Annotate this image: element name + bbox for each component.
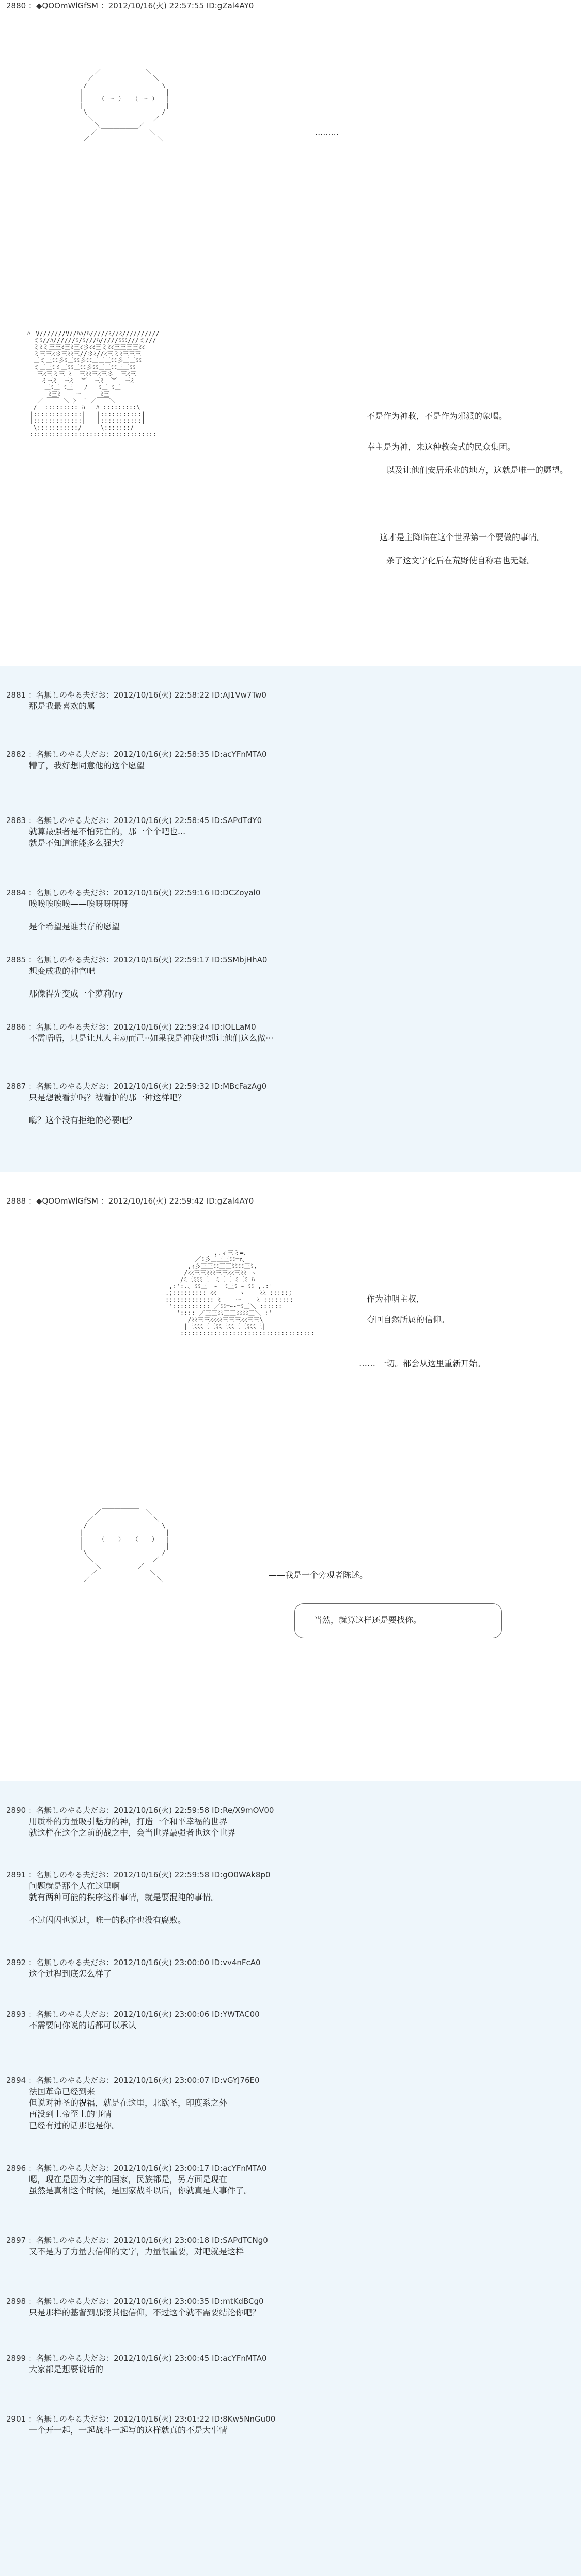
narration-line-1: 作为神明主权， [367, 1294, 425, 1304]
reply-post-2882 [6, 749, 581, 815]
narration-line-4: 这才是主降临在这个世界第一个要做的事情。 [380, 532, 545, 542]
ascii-art-head: ＿＿＿＿＿＿ ／ ＼ ／ ＼ / \ | | | （ ー ） （ ー ） | | | \ / ＼ ／ ＼＿＿＿＿＿＿／ ／ ＼ ／ ＼ [80, 61, 169, 143]
post-body: 不需唔唔，只是让凡人主动而己··如果我是神我也想让他们这么做··· [29, 1033, 274, 1043]
reply-post-2891 [6, 1869, 581, 1957]
speech-line-1: ——我是一个旁观者陈述。 [269, 1570, 368, 1580]
post-body: 只是那样的基督到那接其他信仰，不过这个就不需要结论你吧？ [29, 2308, 261, 2317]
post-header: 2882 ：名無しのやる夫だお：2012/10/16(火) 22:58:35 ID:acYFnMTA0 [6, 750, 267, 759]
main-post-2880 [0, 0, 581, 666]
reply-post-2885 [6, 954, 581, 1021]
post-header: 2890 ：名無しのやる夫だお：2012/10/16(火) 22:59:58 ID:Re/X9mOV00 [6, 1806, 274, 1815]
post-header: 2893 ：名無しのやる夫だお：2012/10/16(火) 23:00:06 ID:YWTAC00 [6, 2010, 260, 2019]
post-header: 2901 ：名無しのやる夫だお：2012/10/16(火) 23:01:22 ID:8Kw5NnGu00 [6, 2414, 276, 2424]
narration-line-1: 不是作为神救，不是作为邪派的象喝。 [367, 411, 508, 421]
narration-line-3: …… 一切。都会从这里重新开始。 [359, 1358, 486, 1368]
main-post-2888 [0, 1172, 581, 1781]
reply-post-2883 [6, 815, 581, 887]
ellipsis-text: ········· [315, 130, 339, 139]
reply-post-2881 [6, 689, 581, 749]
post-header: 2884 ：名無しのやる夫だお：2012/10/16(火) 22:59:16 ID:DCZoyal0 [6, 888, 261, 897]
narration-line-3: 以及让他们安居乐业的地方，这就是唯一的愿望。 [386, 465, 569, 475]
reply-post-2894 [6, 2075, 581, 2162]
post-body: 糟了，我好想同意他的这个愿望 [29, 761, 145, 770]
reply-post-2884 [6, 887, 581, 954]
narration-line-2: 奉主是为神，来这种教会式的民众集团。 [367, 442, 516, 452]
post-body: 法国革命已经到来 但说对神圣的祝福，就是在这里，北欧圣，印度系之外 再没到上帝至上的事情 已经有过的话那也是你。 [29, 2087, 228, 2130]
reply-post-2901 [6, 2413, 581, 2465]
ascii-art-head: ＿＿＿＿＿＿ ／ ＼ ／ ＼ / \ | | | （ ＿ ） （ ＿ ） | | | \ / ＼ ／ ＼＿＿＿＿＿＿／ ／ ＼ ／ ＼ [80, 1502, 169, 1583]
post-body: 用质朴的力量吸引魅力的神，打造一个和平幸福的世界 就这样在这个之前的战之中，会当世界最强者也这个世界 [29, 1816, 236, 1838]
reply-post-2886 [6, 1021, 581, 1081]
post-body: 一个开一起，一起战斗一起写的这样就真的不是大事情 [29, 2425, 228, 2435]
ascii-art-figure: 〃 V///////V//ﾊﾊ/ﾊ/////ﾐ//ﾐ////////// ミﾐ//ﾊ//////ﾐ/ﾐ///ﾊ/////ﾐﾐﾐ///ミ/// ミﾐミ三三ﾐ三ﾐ三ﾐ彡ﾐﾐ三ミﾐﾐ三三三三ﾐﾐ ミ三三ﾐ彡三ﾐﾐ三//彡ﾐ//ﾐ三ミﾐ三三三 三ミ三ﾐﾐ彡ﾐ三ﾐﾐ彡ﾐﾐ三三三ﾐﾐ彡三三ﾐﾐ ミ三三ﾐミ三ﾐﾐ三ﾐﾐ彡ﾐﾐ三三ﾐﾐ三三ﾐﾐ 三ﾐ三ミ三 ﾐ 三ﾐﾐ三ﾐ三彡 三ﾐ三 ミ三ﾐ 三ﾐ ︶ 三ﾐ ︶ 三ﾐ 三ﾐ三 ﾐ三 ﾉ ﾐ三 ﾐ三 ﾐ三ﾐ ー ﾐ三 ／ ￣￣ ＼ 〉 ´ ／￣￣＼ / ::::::::: ﾊ ﾊ :::::::::\ |:::::::::::::| |:::::::::::| |:::::::::::::| |:::::::::::| \:::::::::::/ \:::::::/ :::::::::::::::::::::::::::::::::: [26, 330, 160, 438]
post-header: 2886 ：名無しのやる夫だお：2012/10/16(火) 22:59:24 ID:IOLLaM0 [6, 1022, 256, 1032]
reply-post-2887 [6, 1081, 581, 1137]
post-body: 问题就是那个人在这里啊 就有两种可能的秩序这件事情，就是要混沌的事情。 不过闪闪也说过，唯一的秩序也没有腐败。 [29, 1881, 219, 1925]
reply-post-2897 [6, 2235, 581, 2296]
reply-post-2892 [6, 1957, 581, 2009]
post-body: 只是想被看护吗？被看护的那一种这样吧？ 嗨？这个没有拒绝的必要吧？ [29, 1093, 186, 1125]
speech-line-2: 当然，就算这样还是要找你。 [314, 1615, 422, 1625]
reply-post-2898 [6, 2296, 581, 2352]
reply-post-2893 [6, 2009, 581, 2075]
post-body: 又不是为了力量去信仰的文字，力量很重要，对吧就是这样 [29, 2247, 244, 2256]
post-header: 2881 ：名無しのやる夫だお：2012/10/16(火) 22:58:22 ID:AJ1Vw7Tw0 [6, 690, 266, 700]
post-header: 2885 ：名無しのやる夫だお：2012/10/16(火) 22:59:17 ID:5SMbjHhA0 [6, 955, 268, 965]
post-header: 2898 ：名無しのやる夫だお：2012/10/16(火) 23:00:35 ID:mtKdBCg0 [6, 2297, 264, 2306]
post-header: 2894 ：名無しのやる夫だお：2012/10/16(火) 23:00:07 ID:vGYJ76E0 [6, 2076, 260, 2085]
narration-line-5: 杀了这文字化后在荒野使自称君也无疑。 [386, 556, 536, 565]
post-body: 这个过程到底怎么样了 [29, 1969, 112, 1979]
post-header: 2896 ：名無しのやる夫だお：2012/10/16(火) 23:00:17 ID:acYFnMTA0 [6, 2163, 267, 2173]
post-header: 2897 ：名無しのやる夫だお：2012/10/16(火) 23:00:18 ID:SAPdTCNg0 [6, 2236, 268, 2245]
ascii-art-figure: ,.ィ三ミ=､ ／ﾐ彡三三三ﾐﾐ=ｧ､ ,ｨ彡三三ﾐﾐ三三ﾐﾐﾐﾐ三ﾐ, /ﾐﾐ三三ﾐﾐﾐ三三ﾐﾐ三ﾐﾐ ヽ /ﾐ三ﾐﾐﾐ三 ﾐ三三 ﾐ三ﾐ ﾊ ,:':.､ ﾐﾐ三 ｰ ﾐ三ﾐ ｰ ﾐﾐ ,.:' .;::::::::: ﾐﾐ ヽ ﾐﾐ :::::; ::::::::::::: ﾐ ー ﾐ :::::::: ':::::::::: ／ﾐﾐ=ｰ-=ﾐ三＼ :::::: ':::: ／三三ﾐﾐ三三ﾐﾐﾐﾐ三＼ :' /ﾐﾐ三三ﾐﾐﾐﾐ三三三ﾐﾐ三三\ |三ﾐﾐﾐ三三ﾐﾐ三ﾐﾐ三三ﾐﾐﾐ三| :::::::::::::::::::::::::::::::::::: [165, 1249, 315, 1337]
post-body: 唉唉唉唉唉——唉呀呀呀呀 是个希望是谁共存的愿望 [29, 899, 129, 931]
post-body: 想变成我的神官吧 那像得先变成一个萝莉(ry [29, 966, 123, 999]
post-body: 大家都是想要说话的 [29, 2364, 104, 2374]
post-body: 那是我最喜欢的属 [29, 701, 96, 711]
post-body: 不需要问你说的话都可以承认 [29, 2020, 137, 2030]
reply-post-2890 [6, 1805, 581, 1869]
reply-block-2 [0, 1781, 581, 2576]
post-header: 2891 ：名無しのやる夫だお：2012/10/16(火) 22:59:58 ID:gO0WAk8p0 [6, 1870, 271, 1879]
post-body: 嗯，现在是因为文字的国家，民族都是，另方面是现在 虽然是真相这个时候，是国家战斗以后，你就真是大事件了。 [29, 2174, 253, 2195]
reply-post-2896 [6, 2162, 581, 2235]
post-header: 2883 ：名無しのやる夫だお：2012/10/16(火) 22:58:45 ID:SAPdTdY0 [6, 816, 262, 825]
post-header: 2887 ：名無しのやる夫だお：2012/10/16(火) 22:59:32 ID:MBcFazAg0 [6, 1082, 267, 1091]
narration-line-2: 夺回自然所属的信仰。 [367, 1315, 450, 1324]
post-header: 2888 ：◆QOOmWlGfSM ：2012/10/16(火) 22:59:42 ID:gZal4AY0 [6, 1196, 254, 1206]
post-header: 2880 ：◆QOOmWlGfSM ：2012/10/16(火) 22:57:55 ID:gZal4AY0 [6, 1, 254, 10]
post-header: 2899 ：名無しのやる夫だお：2012/10/16(火) 23:00:45 ID:acYFnMTA0 [6, 2353, 267, 2363]
reply-block-1 [0, 666, 581, 1172]
post-header: 2892 ：名無しのやる夫だお：2012/10/16(火) 23:00:00 ID:vv4nFcA0 [6, 1958, 261, 1967]
post-body: 就算最强者是不怕死亡的，那一个个吧也... 就是不知道谁能多么强大？ [29, 827, 186, 848]
reply-post-2899 [6, 2352, 581, 2413]
